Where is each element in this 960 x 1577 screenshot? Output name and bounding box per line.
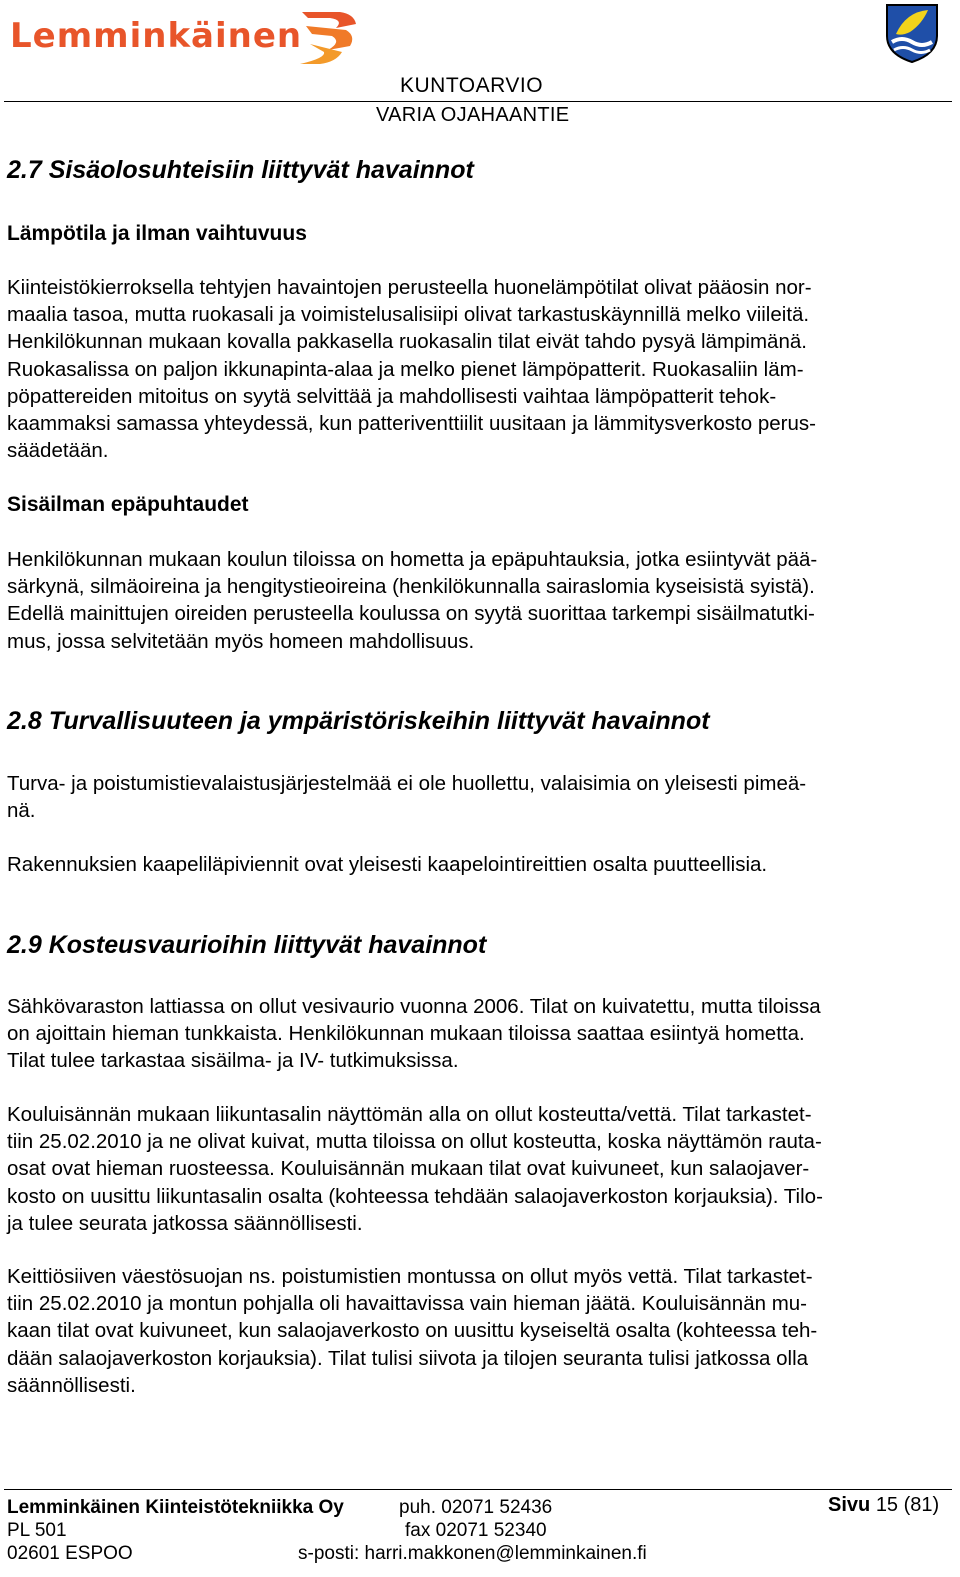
logo-wordmark: Lemminkäinen [10,16,303,56]
company-logo [10,6,360,68]
subheading-temperature-ventilation: Lämpötila ja ilman vaihtuvuus [7,222,307,245]
footer-po-box: PL 501 [7,1520,67,1541]
paragraph-shelter-pit: Keittiösiiven väestösuojan ns. poistumistien montussa on ollut myös vettä. Tilat tarkastet- tiin 25.02.2010 ja montun pohjalla oli havaittavissa vain hieman jäätä. Kouluisännän mu- kaan tilat ovat kuivuneet, kun salaojaverkosto on uusittu kyseiseltä osalta (kohteessa teh- dään salaojaverkoston korjauksia). Tilat tulisi siivota ja tilojen seuranta tulisi jatkossa olla säännöllisesti. [7,1265,818,1397]
paragraph-gym-stage: Kouluisännän mukaan liikuntasalin näyttömän alla on ollut kosteutta/vettä. Tilat tarkastet- tiin 25.02.2010 ja ne olivat kuivat, mutta tiloissa on ollut kosteutta, koska näyttämön rauta- osat ovat hieman ruosteessa. Kouluisännän mukaan tilat ovat kuivuneet, kun salaojaver- kosto on uusittu liikuntasalin osalta (kohteessa tehdään salaojaverkoston korjauksia). Tilo- ja tulee seurata jatkossa säännöllisesti. [7,1103,823,1235]
footer-fax: fax 02071 52340 [405,1520,547,1541]
paragraph-temperature: Kiinteistökierroksella tehtyjen havaintojen perusteella huonelämpötilat olivat pääosin nor- maalia tasoa, mutta ruokasali ja voimistelusalisiipi olivat tarkastuskäynnillä melko viileitä. Henkilökunnan mukaan kovalla pakkasella ruokasalin tilat eivät tahdo pysyä lämpimänä. Ruokasalissa on paljon ikkunapinta-alaa ja melko pienet lämpöpatterit. Ruokasaliin läm- pöpattereiden mitoitus on syytä selvittää ja mahdollisesti vaihtaa lämpöpatterit tehok- kaammaksi samassa yhteydessä, kun patteriventtiilit uusitaan ja lämmitysverkosto perus- säädetään. [7,276,816,463]
lemminkainen-logo-mark-icon [296,6,360,68]
footer-email: s-posti: harri.makkonen@lemminkainen.fi [298,1543,647,1564]
paragraph-electrical-storage: Sähkövaraston lattiassa on ollut vesivaurio vuonna 2006. Tilat on kuivatettu, mutta tiloissa on ajoittain hieman tunkkaista. Henkilökunnan mukaan tiloissa saattaa esiintyä hometta. Tilat tulee tarkastaa sisäilma- ja IV- tutkimuksissa. [7,995,821,1073]
footer-company: Lemminkäinen Kiinteistötekniikka Oy [7,1497,344,1518]
paragraph-emergency-lighting: Turva- ja poistumistievalaistusjärjestelmää ei ole huollettu, valaisimia on yleisesti pimeä- nä. [7,772,807,823]
page-number [828,1494,939,1517]
footer-divider [4,1489,952,1490]
section-heading-2-7: 2.7 Sisäolosuhteisiin liittyvät havainnot [7,156,474,184]
footer-phone: puh. 02071 52436 [399,1497,553,1518]
page-count: 15 (81) [875,1494,940,1516]
subheading-indoor-air-impurities: Sisäilman epäpuhtaudet [7,493,249,516]
section-heading-2-8: 2.8 Turvallisuuteen ja ympäristöriskeihin liittyvät havainnot [7,707,710,735]
footer-city: 02601 ESPOO [7,1543,133,1564]
paragraph-indoor-air: Henkilökunnan mukaan koulun tiloissa on hometta ja epäpuhtauksia, jotka esiintyvät pää- särkynä, silmäoireina ja hengitystieoireina (henkilökunnalla sairaslomia kyseisistä syistä). Edellä mainittujen oireiden perusteella koulussa on syytä suorittaa tarkempi sisäilmatutki- mus, jossa selvitetään myös homeen mahdollisuus. [7,548,818,653]
document-type: KUNTOARVIO [400,74,544,97]
section-heading-2-9: 2.9 Kosteusvaurioihin liittyvät havainnot [7,931,487,959]
header-divider [4,101,952,102]
municipal-crest-icon [884,2,940,64]
page-label: Sivu [828,1494,871,1516]
paragraph-cable-penetrations: Rakennuksien kaapeliläpiviennit ovat yleisesti kaapelointireittien osalta puutteellisia. [7,853,768,876]
document-subject: VARIA OJAHAANTIE [376,104,570,126]
